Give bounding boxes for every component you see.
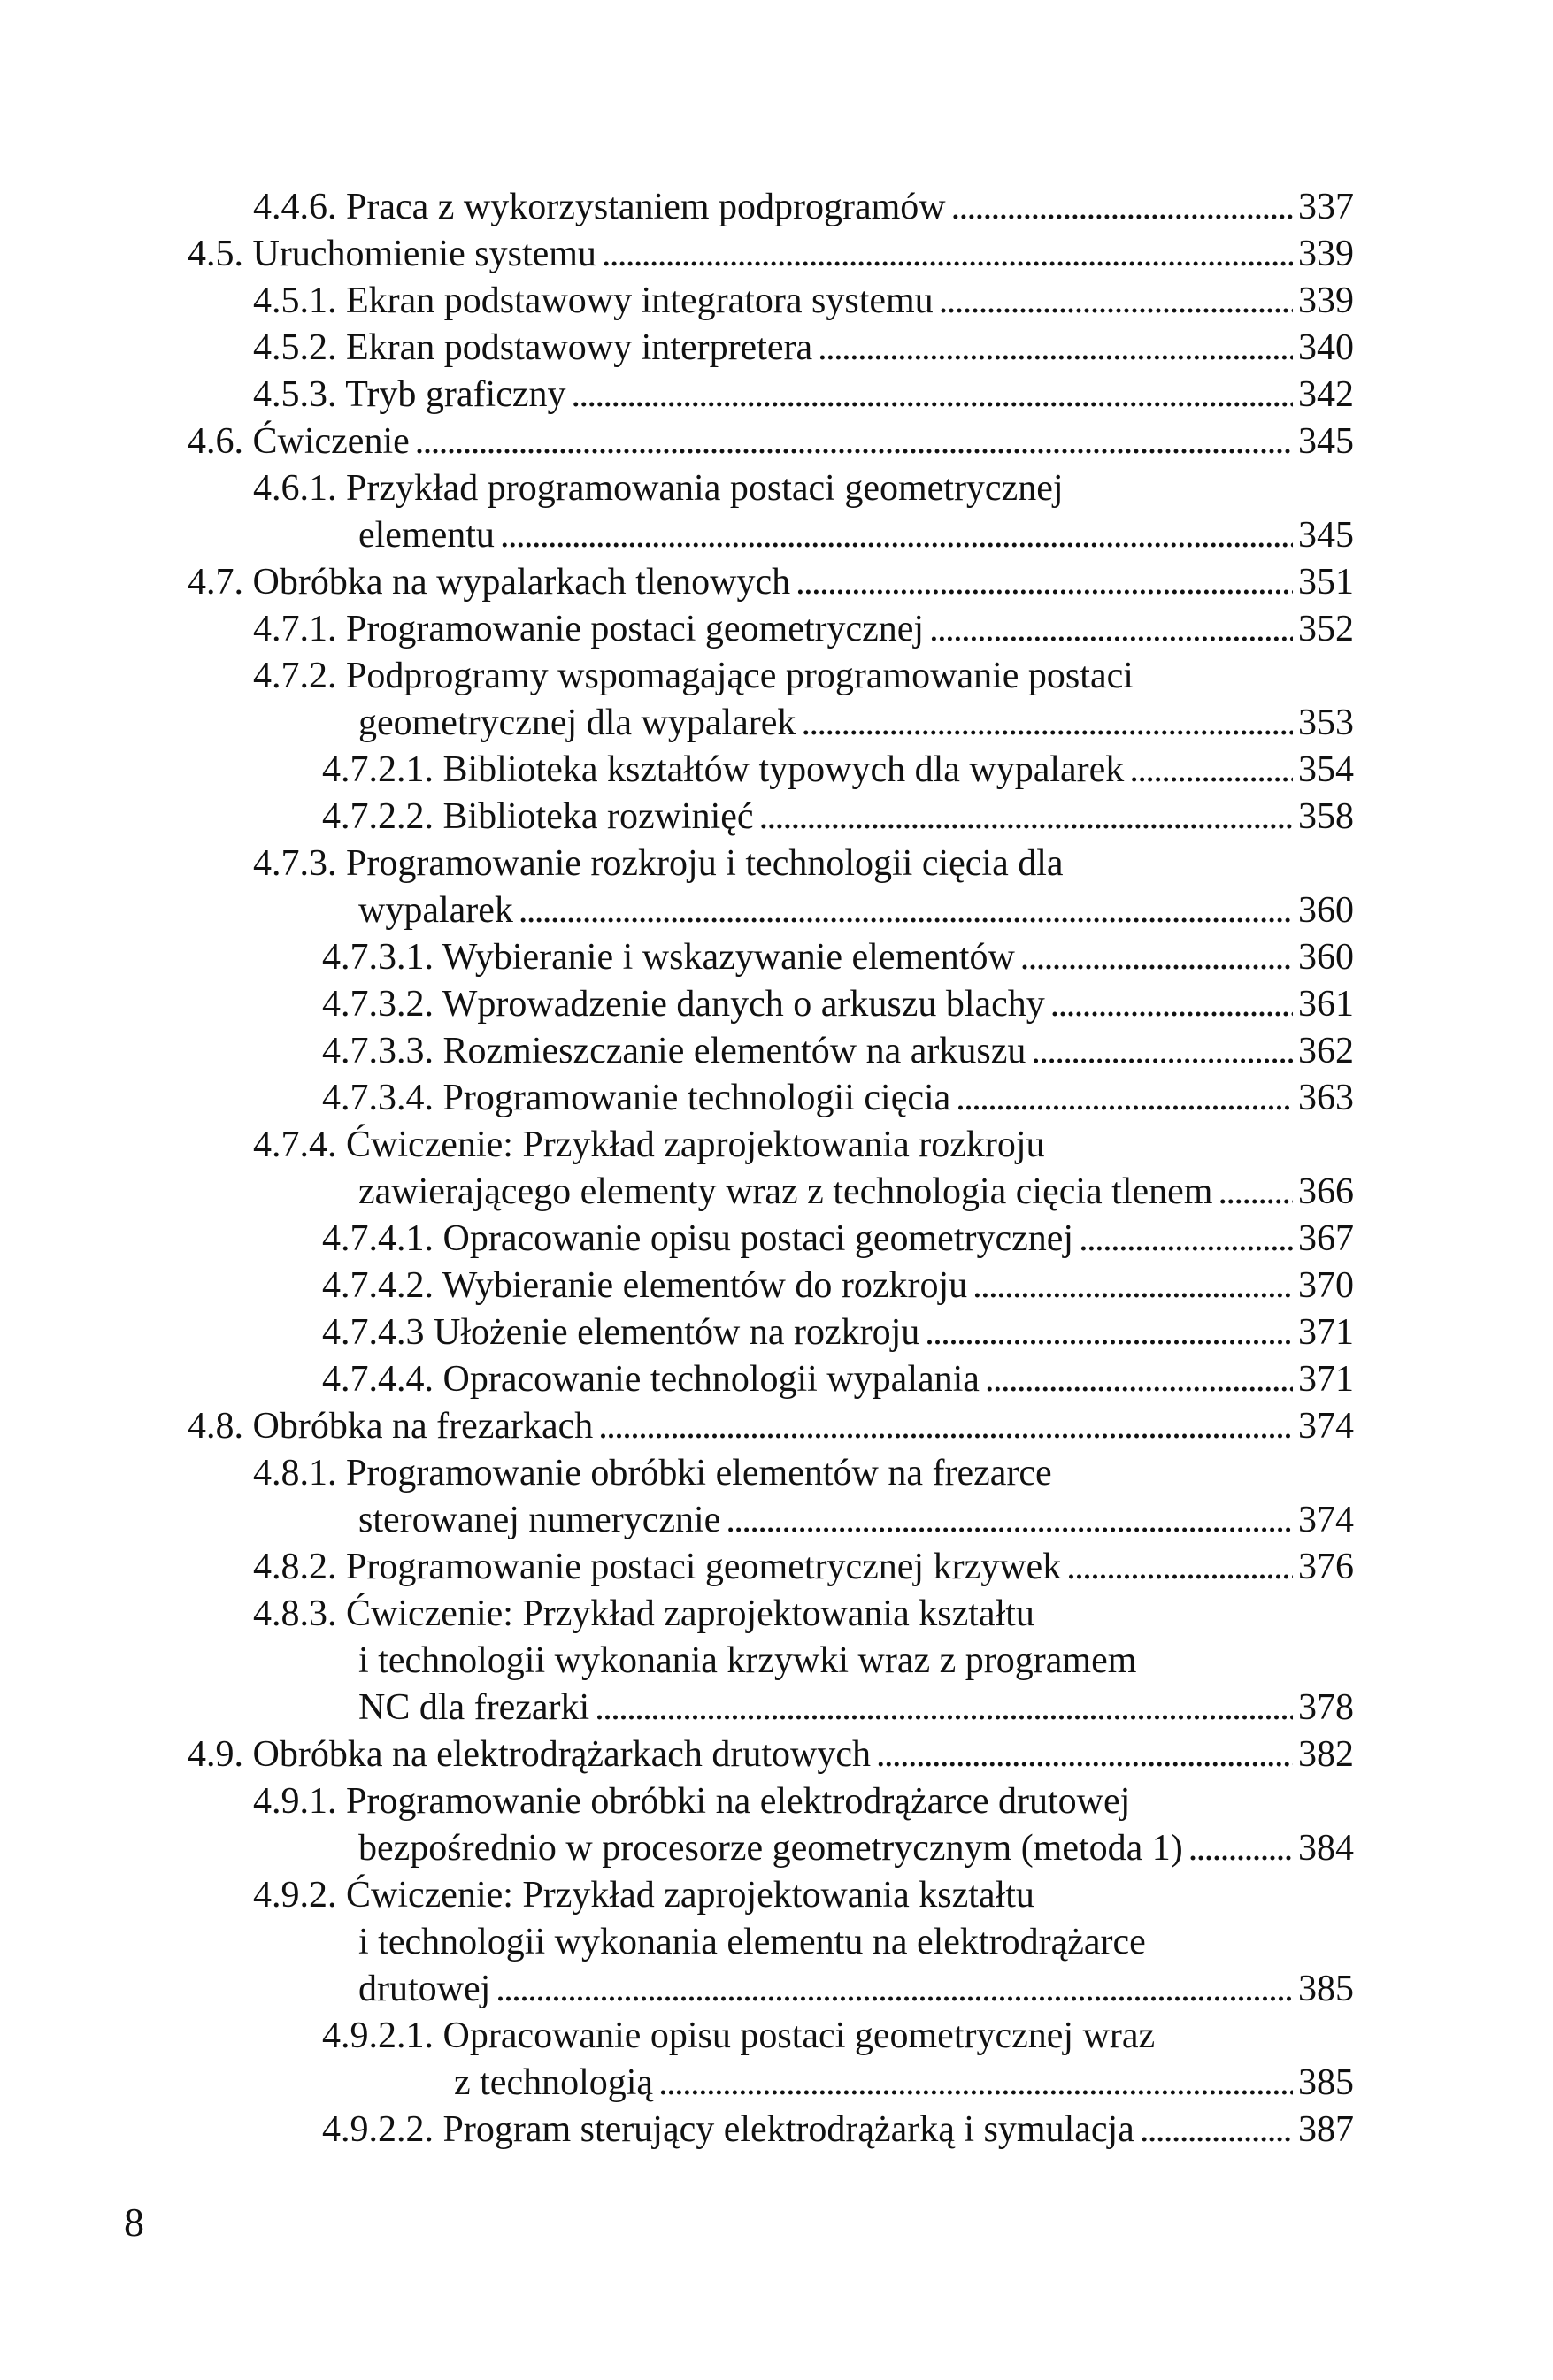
toc-entry-title: z technologią	[454, 2062, 654, 2103]
toc-entry	[0, 184, 1553, 231]
toc-entry-title: 4.9.2. Ćwiczenie: Przykład zaprojektowania kształtu	[253, 1875, 1034, 1916]
toc-entry-title: 4.5.1. Ekran podstawowy integratora systemu	[253, 280, 934, 321]
toc-entry-title: 4.7. Obróbka na wypalarkach tlenowych	[188, 562, 791, 603]
toc-entry	[0, 1356, 1553, 1403]
dot-leader	[1129, 747, 1293, 794]
toc-entry-title: 4.4.6. Praca z wykorzystaniem podprogramów	[253, 187, 946, 227]
toc-row	[188, 1403, 1354, 1450]
toc-entry-page: 351	[1298, 562, 1354, 603]
toc-entry-title: geometrycznej dla wypalarek	[358, 702, 796, 743]
toc-entry	[0, 1309, 1553, 1356]
toc-row	[358, 700, 1354, 747]
toc-entry	[0, 372, 1553, 418]
dot-leader	[759, 794, 1293, 841]
toc-entry-page: 354	[1298, 749, 1354, 790]
toc-entry	[0, 653, 1553, 700]
toc-row	[322, 2107, 1354, 2154]
toc-entry-page: 371	[1298, 1359, 1354, 1400]
dot-leader	[595, 1685, 1293, 1731]
toc-entry	[0, 1638, 1553, 1685]
toc-row	[322, 1028, 1354, 1075]
toc-entry-page: 337	[1298, 187, 1354, 227]
toc-entry-title: 4.5. Uruchomienie systemu	[188, 234, 596, 274]
toc-row	[253, 325, 1354, 372]
toc-entry	[0, 1403, 1553, 1450]
toc-entry-title: wypalarek	[358, 890, 513, 931]
toc-entry	[0, 1919, 1553, 1966]
toc-entry	[0, 1028, 1553, 1075]
toc-entry-title: bezpośrednio w procesorze geometrycznym (metoda 1)	[358, 1828, 1183, 1869]
toc-entry	[0, 1731, 1553, 1778]
toc-entry	[0, 887, 1553, 934]
toc-row	[322, 1075, 1354, 1122]
toc-entry-title: 4.7.3.4. Programowanie technologii cięcia	[322, 1078, 951, 1118]
toc-row	[358, 1685, 1354, 1731]
dot-leader	[1218, 1169, 1293, 1216]
toc-entry-page: 363	[1298, 1078, 1354, 1118]
toc-entry	[0, 1122, 1553, 1169]
toc-entry-title: 4.8.2. Programowanie postaci geometrycznej krzywek	[253, 1547, 1062, 1587]
toc-entry	[0, 841, 1553, 887]
toc-entry	[0, 231, 1553, 278]
dot-leader	[602, 231, 1293, 278]
toc-entry-page: 339	[1298, 280, 1354, 321]
toc-entry	[0, 2107, 1553, 2154]
toc-entry	[0, 1169, 1553, 1216]
toc-row	[253, 278, 1354, 325]
toc-entry-page: 376	[1298, 1547, 1354, 1587]
dot-leader	[571, 372, 1293, 418]
toc-entry-title: 4.6.1. Przykład programowania postaci geometrycznej	[253, 468, 1064, 509]
toc-entry-title: 4.9. Obróbka na elektrodrążarkach drutowych	[188, 1734, 872, 1775]
toc-entry-page: 374	[1298, 1406, 1354, 1447]
toc-entry-title: 4.8.3. Ćwiczenie: Przykład zaprojektowania kształtu	[253, 1593, 1034, 1634]
dot-leader	[801, 700, 1293, 747]
dot-leader	[1079, 1216, 1293, 1263]
toc-entry-page: 366	[1298, 1171, 1354, 1212]
toc-entry-title: 4.7.1. Programowanie postaci geometrycznej	[253, 609, 925, 649]
toc-entry-title: 4.7.3.3. Rozmieszczanie elementów na arkuszu	[322, 1031, 1026, 1071]
toc-entry	[0, 325, 1553, 372]
toc-row	[322, 1356, 1354, 1403]
toc-entry-page: 345	[1298, 515, 1354, 556]
toc-entry-title: 4.7.4. Ćwiczenie: Przykład zaprojektowania rozkroju	[253, 1125, 1045, 1165]
dot-leader	[796, 559, 1293, 606]
dot-leader	[925, 1309, 1293, 1356]
toc-entry-page: 342	[1298, 374, 1354, 415]
dot-leader	[598, 1403, 1293, 1450]
toc-entry-title: NC dla frezarki	[358, 1687, 590, 1728]
toc-entry	[0, 1075, 1553, 1122]
dot-leader	[1140, 2107, 1293, 2154]
toc-entry	[0, 1966, 1553, 2013]
toc-entry	[0, 934, 1553, 981]
dot-leader	[1020, 934, 1293, 981]
toc-entry	[0, 747, 1553, 794]
toc-row	[358, 1497, 1354, 1544]
toc-entry-page: 353	[1298, 702, 1354, 743]
toc-entry-page: 352	[1298, 609, 1354, 649]
dot-leader	[726, 1497, 1293, 1544]
toc-row	[188, 418, 1354, 465]
toc-row	[188, 231, 1354, 278]
toc-entry	[0, 512, 1553, 559]
toc-entry-title: 4.7.4.3 Ułożenie elementów na rozkroju	[322, 1312, 920, 1353]
toc-entry	[0, 2013, 1553, 2060]
toc-entry-title: 4.5.3. Tryb graficzny	[253, 374, 566, 415]
toc-entry	[0, 559, 1553, 606]
toc-entry-page: 358	[1298, 796, 1354, 837]
toc-row	[322, 934, 1354, 981]
dot-leader	[1188, 1825, 1293, 1872]
toc-entry-title: elementu	[358, 515, 495, 556]
toc-row	[253, 1544, 1354, 1591]
toc-row	[188, 1731, 1354, 1778]
toc-entry	[0, 1216, 1553, 1263]
dot-leader	[658, 2060, 1293, 2107]
toc-entry	[0, 700, 1553, 747]
dot-leader	[500, 512, 1293, 559]
dot-leader	[1031, 1028, 1293, 1075]
toc-entry	[0, 1778, 1553, 1825]
toc-entry-page: 367	[1298, 1218, 1354, 1259]
toc-entry-title: 4.7.3. Programowanie rozkroju i technologii cięcia dla	[253, 843, 1064, 884]
toc-entry-page: 387	[1298, 2109, 1354, 2150]
toc-row	[253, 606, 1354, 653]
dot-leader	[496, 1966, 1293, 2013]
dot-leader	[956, 1075, 1293, 1122]
toc-entry-title: 4.5.2. Ekran podstawowy interpretera	[253, 327, 813, 368]
toc-entry-title: 4.8.1. Programowanie obróbki elementów na frezarce	[253, 1453, 1052, 1493]
dot-leader	[818, 325, 1293, 372]
toc-row	[253, 184, 1354, 231]
toc-entry-title: 4.6. Ćwiczenie	[188, 421, 410, 462]
toc-entry-page: 362	[1298, 1031, 1354, 1071]
toc-entry-title: 4.9.2.2. Program sterujący elektrodrążarką i symulacja	[322, 2109, 1134, 2150]
toc-entry-title: 4.7.2.2. Biblioteka rozwinięć	[322, 796, 754, 837]
toc-entry-page: 371	[1298, 1312, 1354, 1353]
toc-entry	[0, 465, 1553, 512]
toc-entry-page: 374	[1298, 1500, 1354, 1540]
toc-entry	[0, 1685, 1553, 1731]
toc-row	[322, 981, 1354, 1028]
toc-entry-page: 384	[1298, 1828, 1354, 1869]
dot-leader	[519, 887, 1293, 934]
toc-entry	[0, 1497, 1553, 1544]
toc-entry-title: i technologii wykonania krzywki wraz z programem	[358, 1640, 1137, 1681]
toc-entry-page: 339	[1298, 234, 1354, 274]
dot-leader	[973, 1263, 1293, 1309]
toc-entry	[0, 278, 1553, 325]
toc-entry	[0, 1544, 1553, 1591]
toc-entry-page: 370	[1298, 1265, 1354, 1306]
toc-row	[322, 747, 1354, 794]
toc-entry-title: 4.7.4.2. Wybieranie elementów do rozkroju	[322, 1265, 968, 1306]
page-number: 8	[124, 2200, 144, 2245]
toc-entry	[0, 1825, 1553, 1872]
toc-entry-title: i technologii wykonania elementu na elektrodrążarce	[358, 1922, 1146, 1962]
toc-entry-title: 4.7.2.1. Biblioteka kształtów typowych dla wypalarek	[322, 749, 1125, 790]
dot-leader	[1050, 981, 1293, 1028]
toc-entry-title: sterowanej numerycznie	[358, 1500, 721, 1540]
toc-entry	[0, 981, 1553, 1028]
toc-entry-page: 378	[1298, 1687, 1354, 1728]
toc-entry-page: 360	[1298, 890, 1354, 931]
dot-leader	[951, 184, 1293, 231]
toc-row	[253, 372, 1354, 418]
toc-row	[358, 512, 1354, 559]
toc-entry-page: 385	[1298, 1969, 1354, 2009]
toc-entry	[0, 2060, 1553, 2107]
toc-entry	[0, 794, 1553, 841]
toc-entry-title: 4.7.4.1. Opracowanie opisu postaci geometrycznej	[322, 1218, 1074, 1259]
toc-entry	[0, 1450, 1553, 1497]
toc-row	[454, 2060, 1354, 2107]
dot-leader	[415, 418, 1293, 465]
toc-entry-title: 4.7.4.4. Opracowanie technologii wypalania	[322, 1359, 980, 1400]
toc-row	[358, 887, 1354, 934]
toc-entry-page: 382	[1298, 1734, 1354, 1775]
toc-entry-page: 345	[1298, 421, 1354, 462]
table-of-contents	[0, 184, 1553, 2154]
toc-entry	[0, 1263, 1553, 1309]
toc-entry	[0, 1591, 1553, 1638]
toc-entry-page: 340	[1298, 327, 1354, 368]
toc-entry-title: 4.9.1. Programowanie obróbki na elektrodrążarce drutowej	[253, 1781, 1131, 1822]
toc-entry-title: 4.8. Obróbka na frezarkach	[188, 1406, 594, 1447]
toc-row	[188, 559, 1354, 606]
toc-row	[322, 1216, 1354, 1263]
toc-entry	[0, 1872, 1553, 1919]
toc-row	[322, 1309, 1354, 1356]
toc-entry-title: drutowej	[358, 1969, 491, 2009]
toc-entry-title: zawierającego elementy wraz z technologia cięcia tlenem	[358, 1171, 1213, 1212]
toc-row	[358, 1966, 1354, 2013]
toc-entry	[0, 606, 1553, 653]
toc-entry-page: 360	[1298, 937, 1354, 978]
dot-leader	[876, 1731, 1293, 1778]
toc-row	[358, 1825, 1354, 1872]
toc-entry-page: 361	[1298, 984, 1354, 1025]
toc-row	[322, 794, 1354, 841]
toc-entry-title: 4.9.2.1. Opracowanie opisu postaci geometrycznej wraz	[322, 2015, 1156, 2056]
dot-leader	[939, 278, 1293, 325]
toc-entry-title: 4.7.3.2. Wprowadzenie danych o arkuszu blachy	[322, 984, 1045, 1025]
toc-row	[322, 1263, 1354, 1309]
dot-leader	[985, 1356, 1293, 1403]
toc-entry-page: 385	[1298, 2062, 1354, 2103]
toc-entry-title: 4.7.2. Podprogramy wspomagające programowanie postaci	[253, 656, 1134, 696]
dot-leader	[1066, 1544, 1293, 1591]
toc-entry-title: 4.7.3.1. Wybieranie i wskazywanie elementów	[322, 937, 1015, 978]
toc-entry	[0, 418, 1553, 465]
dot-leader	[929, 606, 1293, 653]
toc-row	[358, 1169, 1354, 1216]
